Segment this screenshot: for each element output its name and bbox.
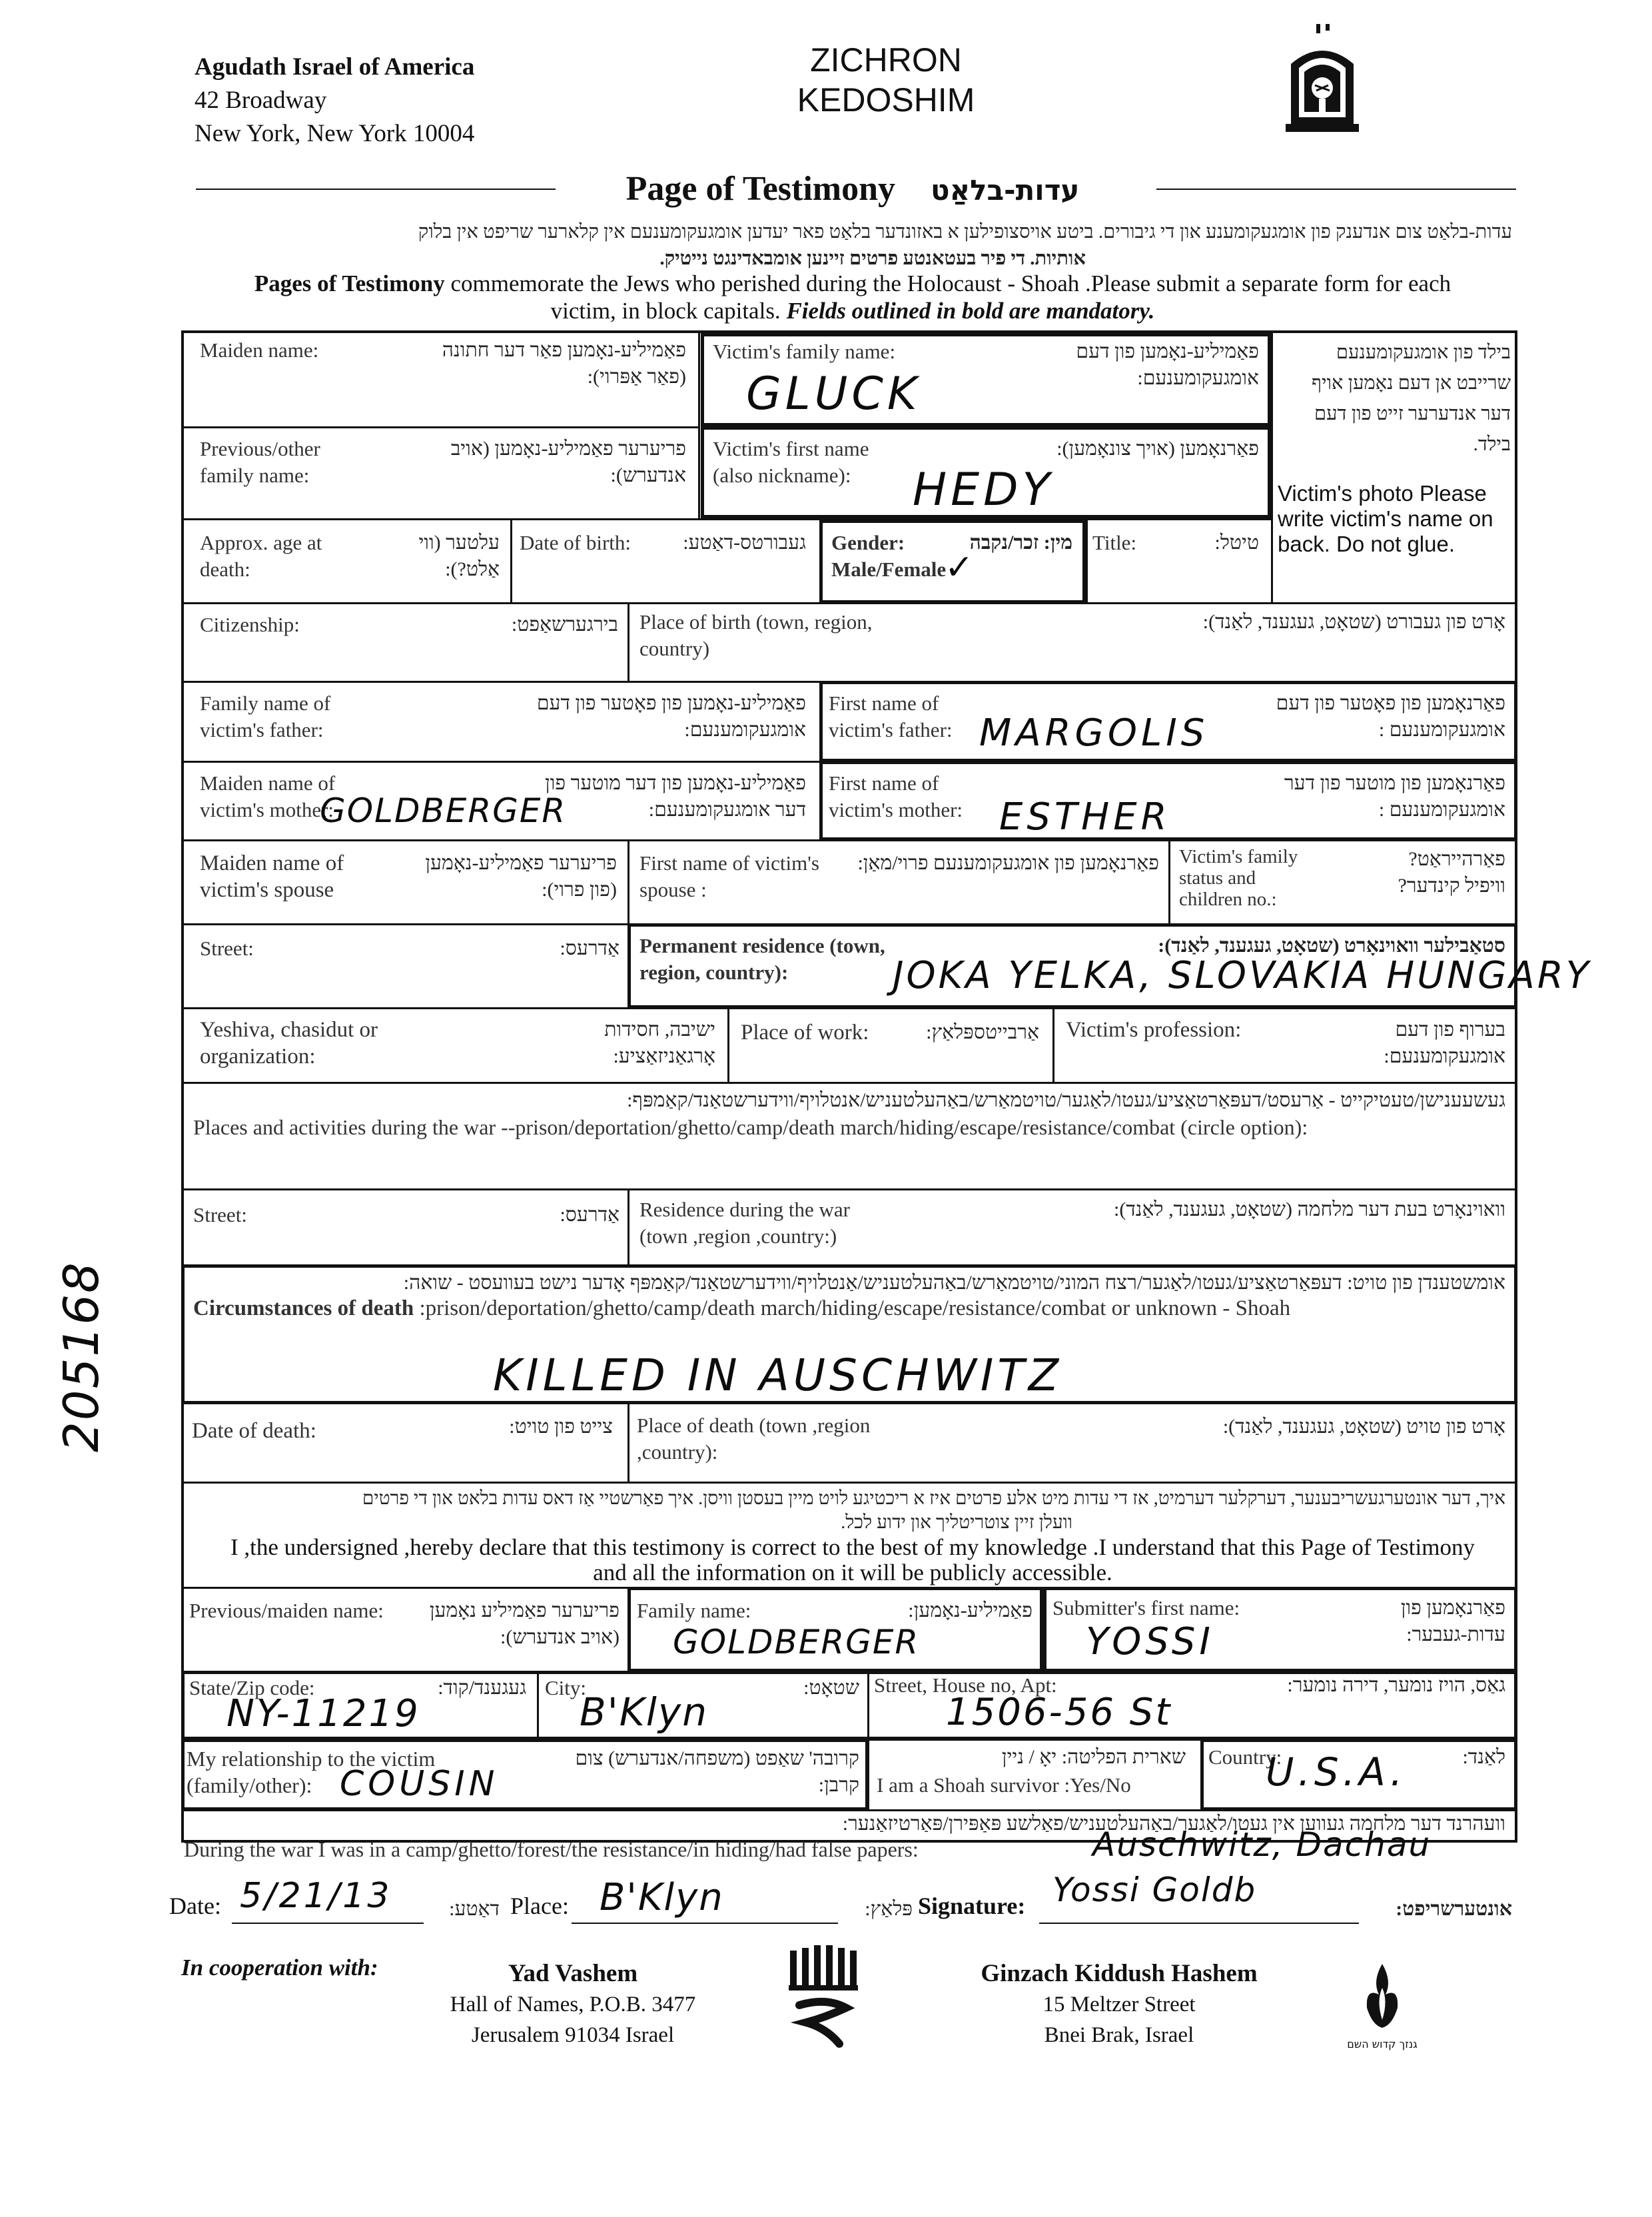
submitter-street-heb: גאַס, הויז נומער, דירה נומער: — [1287, 1674, 1505, 1696]
dob-label: Date of birth: — [520, 531, 631, 554]
divider — [727, 1007, 729, 1083]
photo-box-heb: בילד פון אומגעקומענעם שרייבט אן דעם נאָמען אויף דער אנדערער זייט פון דעם בילד. — [1311, 342, 1511, 455]
age-label: Approx. age at death: — [200, 531, 322, 581]
submitter-war-heb: וועהרנד דער מלחמה געווען אין געטו/לאַגער/באַהעלטעניש/פאַלשע פּאַפּירן/פּאַרטיזאַנער: — [842, 1813, 1505, 1835]
divider — [1086, 520, 1088, 602]
intro-en-italic: Fields outlined in bold are mandatory. — [786, 298, 1155, 324]
family-status-heb: פאַרהייראַט? וויפיל קינדער? — [1398, 848, 1505, 897]
divider — [181, 1188, 1517, 1190]
city-label: City: — [545, 1676, 587, 1699]
intro-en-plain: victim, in block capitals. — [550, 298, 787, 324]
country-label: Country: — [1208, 1745, 1282, 1769]
street-heb: אַדרעס: — [560, 937, 620, 959]
date-of-death-heb: צייט פון טויט: — [509, 1416, 613, 1438]
gender-label: Gender: Male/Female — [831, 531, 947, 581]
org-block — [195, 51, 474, 151]
submitter-first-name-label: Submitter's first name: — [1052, 1596, 1240, 1619]
activities-label: Places and activities during the war --prison/deportation/ghetto/camp/death march/hiding/escape/resistance/combat (circle option): — [193, 1115, 1308, 1139]
intro-en-bold: Pages of Testimony — [254, 270, 445, 296]
father-family-name-heb: פאַמיליע-נאָמען פון פאָטער פון דעם אומגעקומענעם: — [536, 692, 806, 741]
circumstances-heb: אומשטענדן פון טויט: דעפּאַרטאַציע/געטו/לאַגער/רצח המוני/טויטמאַרש/באַהעלטעניש/אַנטלויף/ווידערשטאַנד/קאַמפּף אָדער נישט בעוועסט - שואה: — [403, 1272, 1505, 1294]
intro-heb-line1: עדות-בלאַט צום אנדענק פון אומגעקומענע און די גיבורים. ביטע אויסצופילען א באזונדער בלאַט פאר יעדען אומגעקומענעם אין קלארער שריפט אין בלוק — [418, 221, 1512, 242]
first-name-heb: פאַרנאָמען (אויך צונאָמען): — [1056, 438, 1259, 460]
country-heb: לאַנד: — [1462, 1746, 1505, 1768]
submitter-family-name-heb: פאַמיליע-נאָמען: — [908, 1599, 1032, 1621]
ginzach-logo-text: גנזך קדוש השם — [1347, 2038, 1418, 2050]
family-name-heb: פאַמיליע-נאָמען פון דעם אומגעקומענעם: — [1076, 340, 1259, 389]
yad-vashem-logo — [786, 1944, 866, 2050]
family-name-value: GLUCK — [746, 368, 921, 420]
intro-en-line2 — [193, 297, 1512, 325]
org-address-line2: New York, New York 10004 — [195, 120, 475, 147]
mother-first-name-heb: פאַרנאָמען פון מוטער פון דער אומגעקומענעם : — [1284, 772, 1505, 821]
profession-label: Victim's profession: — [1066, 1018, 1242, 1042]
submitter-war-value: Auschwitz, Dachau — [1092, 1825, 1432, 1864]
declaration-heb-line1: איך, דער אונטערגעשריבענער, דערקלער דערמיט, אז די עדות מיט אלע פרטים איז א ריכטיגע לויט מיין בעסטן וויסן. איך פאַרשטיי אַז דאס עדות בלאט און די פרטים — [362, 1488, 1505, 1509]
survivor-label: I am a Shoah survivor :Yes/No — [877, 1773, 1131, 1797]
submitter-family-name-value: GOLDBERGER — [673, 1623, 920, 1661]
zip-label: State/Zip code: — [189, 1676, 315, 1699]
photo-box-en: Victim's photo Please write victim's name on back. Do not glue. — [1278, 481, 1493, 556]
signature-value: Yossi Goldb — [1052, 1871, 1257, 1909]
page-title — [600, 168, 1106, 212]
previous-family-name-heb: פריערער פאַמיליע-נאָמען (אויב אנדערש): — [450, 438, 686, 486]
father-family-name-label: Family name of victim's father: — [200, 691, 331, 741]
submitter-war-label: During the war I was in a camp/ghetto/forest/the resistance/in hiding/had false papers: — [184, 1837, 919, 1861]
divider — [181, 518, 1271, 520]
declaration-en: I ,the undersigned ,hereby declare that this testimony is correct to the best of my knowledge .I understand that this Page of Testimony and all the information on it will be publicly accessible. — [230, 1534, 1475, 1585]
family-name-label: Victim's family name: — [713, 340, 896, 363]
circumstances-rest: :prison/deportation/ghetto/camp/death march/hiding/escape/resistance/combat or unknown - Shoah — [414, 1296, 1291, 1320]
yad-vashem-address1: Hall of Names, P.O.B. 3477 — [450, 1993, 696, 2016]
country-value: U.S.A. — [1266, 1749, 1407, 1795]
activities-heb: געשעענישן/טעטיקייט - אַרעסט/דעפּאַרטאַציע/געטו/לאַגער/טויטמאַרש/באַהעלטעניש/אנטלויף/ווידערשטאַנד/קאַמפּף: — [627, 1089, 1505, 1111]
yad-vashem-name: Yad Vashem — [508, 1960, 638, 1987]
permanent-residence-value: JOKA YELKA, SLOVAKIA HUNGARY — [893, 954, 1591, 997]
zichron-logo — [1286, 24, 1359, 137]
spouse-maiden-name-label: Maiden name of victim's spouse — [200, 851, 344, 902]
divider — [627, 1188, 629, 1266]
submitter-street-value: 1506-56 St — [946, 1691, 1172, 1734]
circumstances-value: KILLED IN AUSCHWITZ — [493, 1350, 1062, 1401]
father-first-name-value: MARGOLIS — [979, 711, 1209, 755]
signature-label: Signature: — [918, 1893, 1026, 1919]
place-of-work-label: Place of work: — [741, 1021, 869, 1045]
submitter-family-name-label: Family name: — [637, 1599, 751, 1622]
submitter-first-name-heb: פאַרנאָמען פון עדות-געבער: — [1400, 1597, 1505, 1645]
signature-line — [918, 1892, 1025, 1920]
date-heb: דאַטע: — [449, 1898, 500, 1920]
father-first-name-heb: פאַרנאָמען פון פאָטער פון דעם אומגעקומענעם : — [1276, 692, 1505, 741]
spouse-maiden-name-heb: פריערער פאַמיליע-נאָמען (פון פרוי): — [425, 852, 617, 901]
org-name: Agudath Israel of America — [195, 53, 475, 81]
signature-heb: אונטערשריפט: — [1396, 1898, 1512, 1920]
place-line — [510, 1892, 569, 1920]
submitter-prev-name-label: Previous/maiden name: — [189, 1599, 384, 1622]
margin-number: 205168 — [53, 1261, 109, 1452]
war-street-heb: אַדרעס: — [560, 1204, 620, 1226]
declaration-heb-line2: וועלן זיין צוטריטליך און ידוע לכל. — [841, 1512, 1072, 1533]
yeshiva-label: Yeshiva, chasidut or organization: — [200, 1018, 378, 1069]
permanent-residence-label: Permanent residence (town, region, country): — [639, 934, 885, 984]
first-name-label: Victim's first name (also nickname): — [713, 437, 869, 487]
title-label: Title: — [1092, 531, 1137, 554]
date-value: 5/21/13 — [240, 1876, 392, 1916]
cooperation-label: In cooperation with: — [181, 1955, 378, 1981]
mother-first-name-label: First name of victim's mother: — [829, 771, 963, 821]
war-residence-heb: וואוינאָרט בעת דער מלחמה (שטאָט, געגענד, לאַנד): — [1114, 1198, 1505, 1220]
circumstances-bold: Circumstances of death — [193, 1296, 414, 1320]
date-line — [169, 1892, 221, 1920]
zip-value: NY-11219 — [226, 1692, 420, 1735]
place-of-death-label: Place of death (town ,region ,country): — [637, 1414, 871, 1464]
divider — [510, 520, 512, 602]
submitter-prev-name-heb: פריערער פאַמיליע נאָמען (אויב אנדערש): — [429, 1599, 620, 1648]
submitter-first-name-value: YOSSI — [1086, 1620, 1214, 1663]
photo-box[interactable] — [1278, 337, 1511, 597]
place-of-death-heb: אָרט פון טויט (שטאָט, געגענד, לאַנד): — [1222, 1416, 1505, 1438]
divider — [627, 602, 629, 682]
yeshiva-heb: ישיבה, חסידות אָרגאַניזאַציע: — [604, 1019, 715, 1067]
page-title-heb: עדות-בלאַט — [931, 174, 1080, 207]
gender-check-mark: ✓ — [945, 548, 978, 588]
title-rule-right — [1156, 189, 1516, 190]
dob-heb: געבורטס-דאַטע: — [683, 532, 806, 554]
divider — [1271, 330, 1273, 604]
war-street-label: Street: — [193, 1203, 247, 1226]
divider — [181, 1482, 1517, 1484]
place-of-birth-heb: אָרט פון געבורט (שטאָט, געגענד, לאַנד): — [1202, 611, 1505, 633]
zichron-title — [719, 40, 1052, 120]
place-of-birth-label: Place of birth (town, region, country) — [639, 610, 873, 660]
title-heb: טיטל: — [1214, 532, 1259, 554]
previous-family-name-label: Previous/other family name: — [200, 437, 320, 487]
place-value: B'Klyn — [600, 1876, 724, 1919]
place-of-work-heb: אַרבייטספּלאַץ: — [926, 1021, 1039, 1043]
intro-en-line1 — [193, 270, 1512, 298]
mother-maiden-name-label: Maiden name of victim's mother: — [200, 771, 336, 821]
city-value: B'Klyn — [580, 1689, 708, 1735]
relationship-heb: קרובה' שאַפט (משפחה/אנדערש) צום קרבן: — [575, 1747, 859, 1796]
ginzach-address2: Bnei Brak, Israel — [1044, 2023, 1194, 2047]
city-heb: שטאָט: — [803, 1677, 859, 1699]
place-underline — [572, 1923, 838, 1924]
signature-underline — [1039, 1923, 1359, 1924]
divider — [698, 330, 700, 520]
maiden-name-heb: פאַמיליע-נאָמען פאַר דער חתונה (פאַר אַפּרוי): — [442, 339, 686, 388]
street-label: Street: — [200, 937, 254, 960]
circumstances-label — [193, 1295, 1290, 1322]
org-address-line1: 42 Broadway — [195, 87, 327, 114]
permanent-residence-heb: סטאַבילער וואוינאָרט (שטאָט, געגענד, לאַנד): — [1158, 935, 1505, 957]
date-of-death-label: Date of death: — [192, 1419, 316, 1443]
mother-maiden-name-value: GOLDBERGER — [320, 791, 567, 830]
title-rule-left — [196, 189, 556, 190]
submitter-street-label: Street, House no, Apt: — [874, 1673, 1057, 1697]
ginzach-block — [959, 1959, 1279, 2050]
family-status-label: Victim's family status and children no.: — [1179, 846, 1298, 910]
yad-vashem-block — [426, 1959, 719, 2050]
zichron-title-line1: ZICHRON — [810, 41, 962, 79]
divider — [181, 426, 698, 428]
relationship-value: COUSIN — [340, 1764, 499, 1804]
divider — [627, 1404, 629, 1483]
page-title-en: Page of Testimony — [625, 170, 896, 208]
spouse-first-name-label: First name of victim's spouse : — [639, 851, 819, 901]
father-first-name-label: First name of victim's father: — [829, 691, 953, 741]
spouse-first-name-heb: פאַרנאָמען פון אומגעקומענעם פרוי/מאַן: — [857, 852, 1159, 874]
war-residence-label: Residence during the war (town ,region ,country:) — [639, 1198, 850, 1248]
place-label: Place: — [510, 1893, 569, 1919]
survivor-heb: שארית הפליטה: יאָ / ניין — [1001, 1746, 1186, 1768]
age-heb: עלטער (ווי אַלט?): — [418, 532, 500, 580]
zichron-title-line2: KEDOSHIM — [797, 81, 975, 119]
divider — [627, 839, 629, 923]
intro-heb-line2: אותיות. די פיר בעטאנטע פרטים זיינען אומבאדינגט נייטיק. — [659, 248, 1086, 269]
relationship-label: My relationship to the victim (family/other): — [187, 1747, 436, 1797]
yad-vashem-address2: Jerusalem 91034 Israel — [471, 2023, 675, 2047]
intro-en-rest: commemorate the Jews who perished during the Holocaust - Shoah .Please submit a separate form for each — [444, 270, 1451, 296]
ginzach-name: Ginzach Kiddush Hashem — [981, 1960, 1258, 1987]
mother-first-name-value: ESTHER — [999, 795, 1171, 839]
date-label: Date: — [169, 1893, 221, 1919]
divider — [181, 1082, 1517, 1084]
first-name-value: HEDY — [913, 464, 1054, 516]
divider — [1168, 839, 1170, 923]
maiden-name-label: Maiden name: — [200, 338, 319, 362]
date-underline — [232, 1923, 424, 1924]
profession-heb: בערוף פון דעם אומגעקומענעם: — [1384, 1019, 1505, 1067]
gender-heb: מין: זכר/נקבה — [969, 532, 1072, 554]
ginzach-address1: 15 Meltzer Street — [1042, 1993, 1196, 2016]
zip-heb: געגענד/קוד: — [438, 1677, 526, 1699]
place-heb: פּלאַץ: — [865, 1898, 913, 1920]
mother-maiden-name-heb: פאַמיליע-נאָמען פון דער מוטער פון דער אומגעקומענעם: — [545, 772, 806, 821]
ginzach-logo — [1346, 1961, 1419, 2061]
divider — [1052, 1007, 1054, 1083]
citizenship-heb: בירגערשאַפט: — [511, 614, 618, 636]
citizenship-label: Citizenship: — [200, 613, 300, 636]
